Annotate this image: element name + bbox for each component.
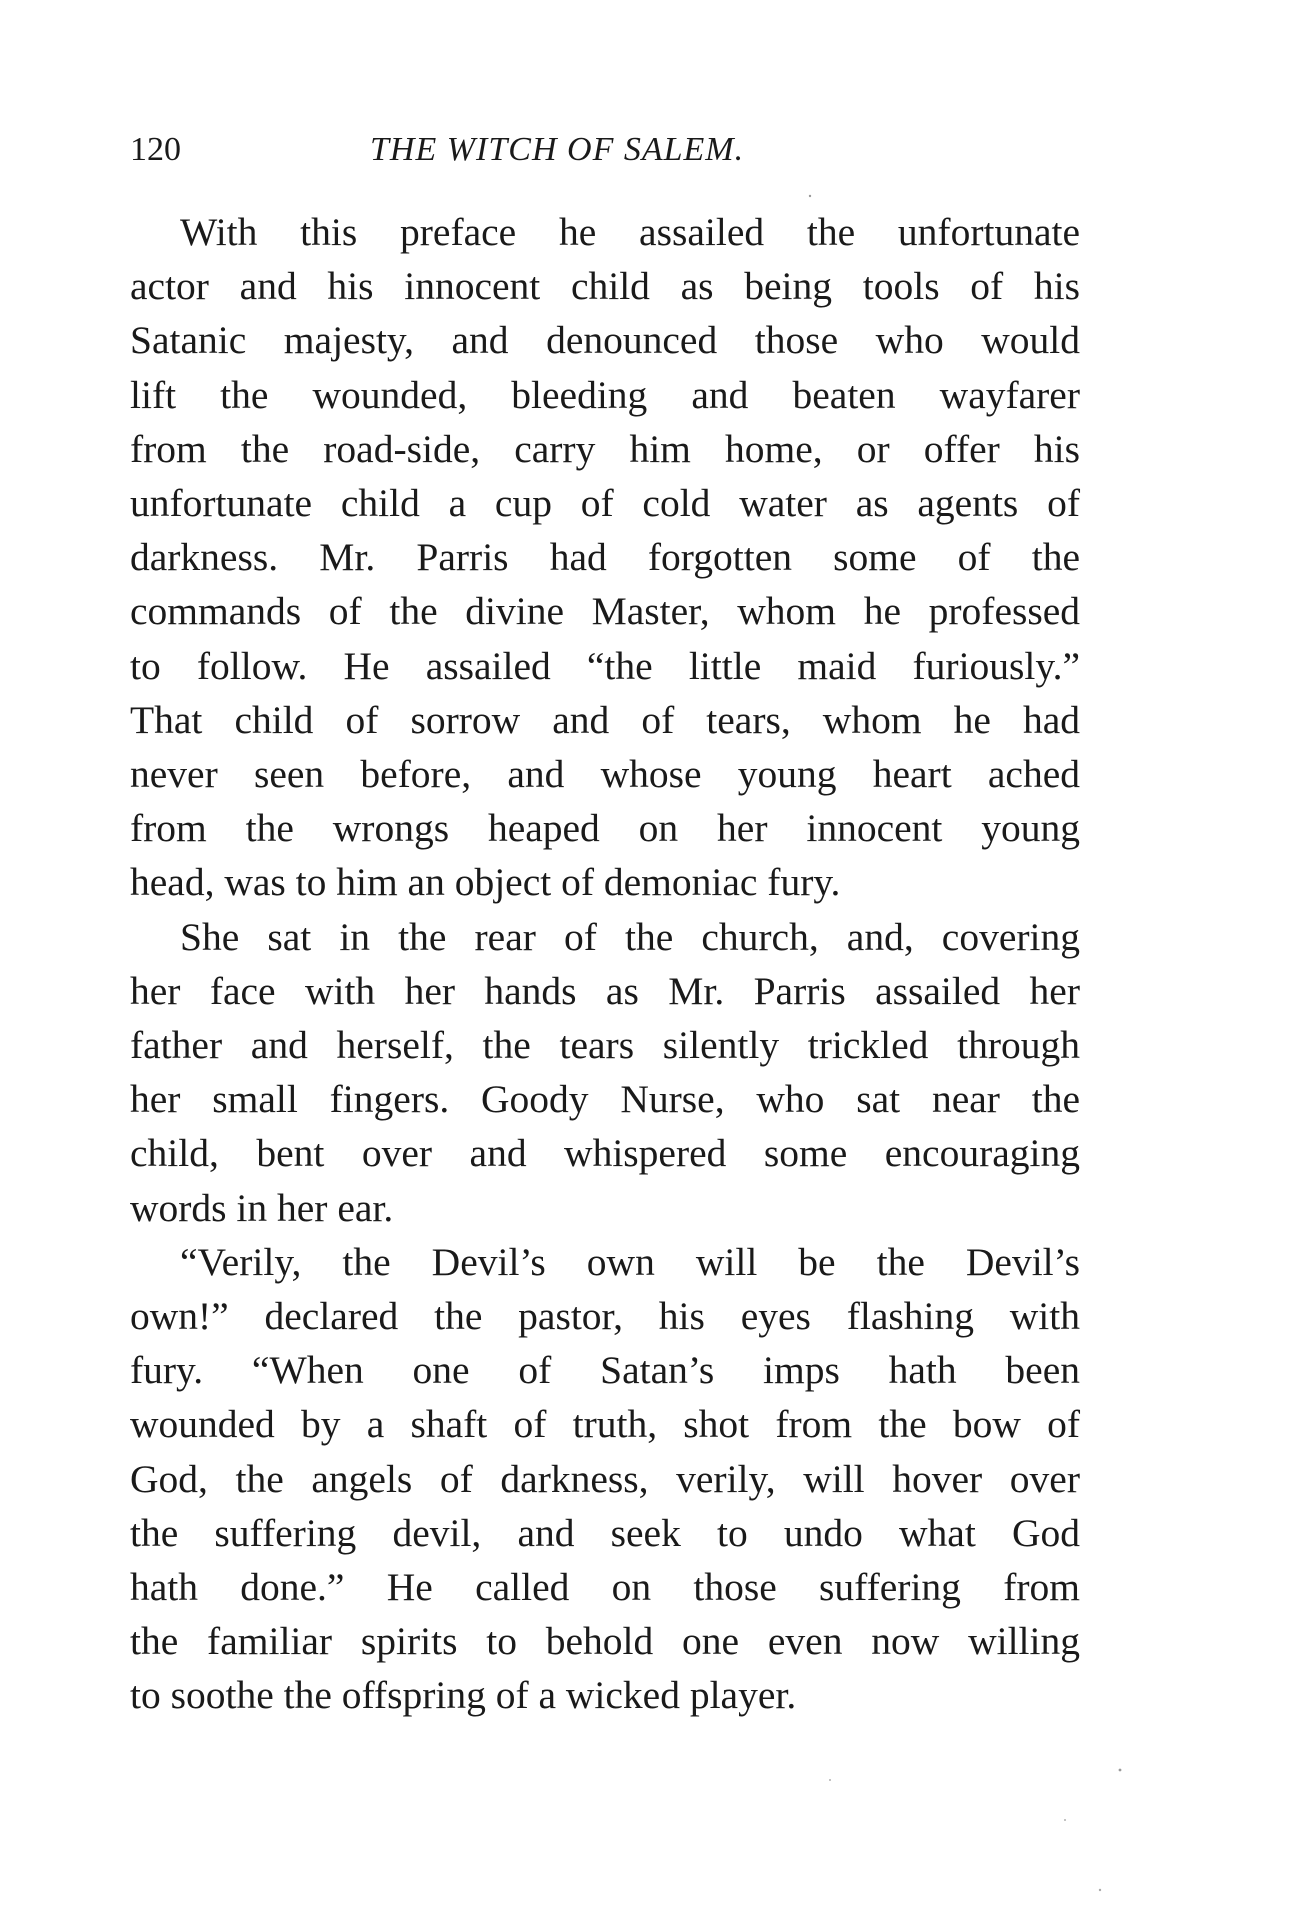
text-line: the familiar spirits to behold one even now willing (130, 1619, 1080, 1664)
text-line: darkness. Mr. Parris had forgotten some of the (130, 535, 1080, 580)
text-line: commands of the divine Master, whom he professed (130, 589, 1080, 634)
text-line: from the wrongs heaped on her innocent young (130, 806, 1080, 851)
text-line: God, the angels of darkness, verily, will hover over (130, 1456, 1080, 1501)
text-line: her face with her hands as Mr. Parris assailed her (130, 968, 1080, 1013)
text-line: child, bent over and whispered some encouraging (130, 1131, 1080, 1176)
text-line: Satanic majesty, and denounced those who would (130, 318, 1080, 363)
text-line: wounded by a shaft of truth, shot from the bow of (130, 1402, 1080, 1447)
text-line: to follow. He assailed “the little maid furiously.” (130, 643, 1080, 688)
text-line: hath done.” He called on those suffering from (130, 1565, 1080, 1610)
text-line: “Verily, the Devil’s own will be the Devil’s (180, 1239, 1080, 1284)
text-line: to soothe the offspring of a wicked player. (130, 1673, 797, 1718)
running-title: THE WITCH OF SALEM. (370, 131, 745, 168)
text-line: She sat in the rear of the church, and, covering (180, 914, 1080, 959)
text-line: the suffering devil, and seek to undo what God (130, 1510, 1080, 1555)
text-line: lift the wounded, bleeding and beaten wayfarer (130, 372, 1080, 417)
running-head (130, 130, 1080, 180)
text-line: head, was to him an object of demoniac fury. (130, 860, 841, 905)
paragraph-3 (130, 1235, 1080, 1723)
text-line: With this preface he assailed the unfortunate (180, 210, 1080, 254)
text-line: own!” declared the pastor, his eyes flashing with (130, 1294, 1080, 1339)
page-number: 120 (130, 131, 181, 168)
text-line: fury. “When one of Satan’s imps hath been (130, 1348, 1080, 1393)
text-line: her small fingers. Goody Nurse, who sat near the (130, 1077, 1080, 1122)
text-line: from the road-side, carry him home, or offer his (130, 426, 1080, 471)
text-line: words in her ear. (130, 1185, 394, 1230)
body-text (130, 205, 1080, 1723)
text-line: unfortunate child a cup of cold water as agents of (130, 481, 1080, 526)
text-line: actor and his innocent child as being tools of his (130, 264, 1080, 309)
text-line: never seen before, and whose young heart ached (130, 752, 1080, 797)
paragraph-2 (130, 910, 1080, 1235)
text-line: father and herself, the tears silently trickled through (130, 1023, 1080, 1068)
text-line: That child of sorrow and of tears, whom he had (130, 697, 1080, 742)
paragraph-1 (130, 205, 1080, 910)
